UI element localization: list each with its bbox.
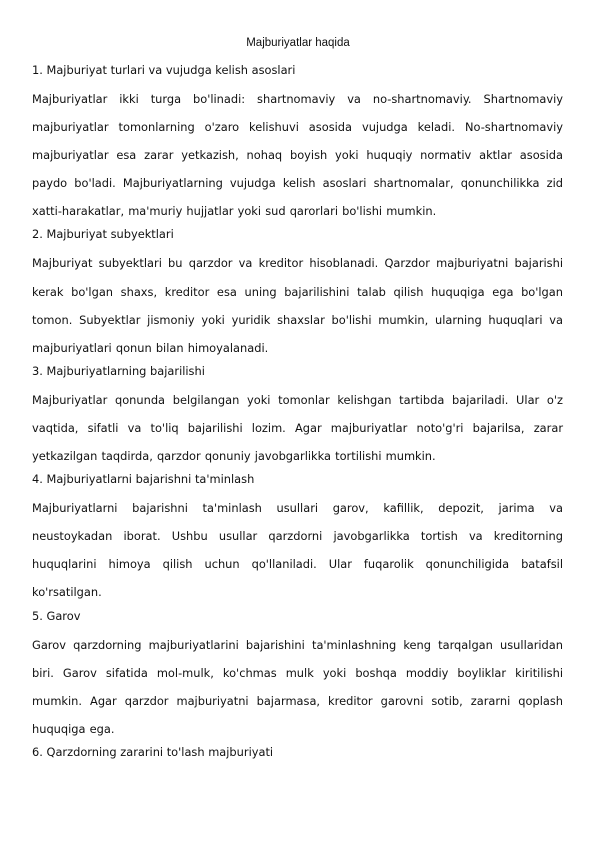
section-6 <box>32 743 563 762</box>
section-5 <box>32 607 563 743</box>
section-3 <box>32 362 563 470</box>
section-1 <box>32 61 563 225</box>
section-paragraph: Majburiyat subyektlari bu qarzdor va kreditor hisoblanadi. Qarzdor majburiyatni bajarishi kerak bo'lgan shaxs, kreditor esa uning bajarilishini talab qilish huquqiga ega bo'lgan tomon. Subyektlar jismoniy yoki yuridik shaxslar bo'lishi mumkin, ularning huquqlari va majburiyatlari qonun bilan himoyalanadi. <box>32 256 563 355</box>
section-2 <box>32 225 563 361</box>
document-title: Majburiyatlar haqida <box>246 37 350 49</box>
section-heading: 4. Majburiyatlarni bajarishni ta'minlash <box>32 472 255 487</box>
section-paragraph: Garov qarzdorning majburiyatlarini bajarishini ta'minlashning keng tarqalgan usullaridan biri. Garov sifatida mol-mulk, ko'chmas mulk yoki boshqa moddiy boyliklar kiritilishi mumkin. Agar qarzdor majburiyatni bajarmasa, kreditor garovni sotib, zararni qoplash huquqiga ega. <box>32 637 563 736</box>
section-paragraph: Majburiyatlarni bajarishni ta'minlash usullari garov, kafillik, depozit, jarima va neustoykadan iborat. Ushbu usullar qarzdorni javobgarlikka tortish va kreditorning huquqlarini himoya qilish uchun qo'llaniladi. Ular fuqarolik qonunchiligida batafsil ko'rsatilgan. <box>32 501 563 600</box>
section-heading: 3. Majburiyatlarning bajarilishi <box>32 363 205 378</box>
section-heading: 2. Majburiyat subyektlari <box>32 227 174 242</box>
section-paragraph: Majburiyatlar ikki turga bo'linadi: shartnomaviy va no-shartnomaviy. Shartnomaviy majburiyatlar tomonlarning o'zaro kelishuvi asosida vujudga keladi. No-shartnomaviy majburiyatlar esa zarar yetkazish, nohaq boyish yoki huquqiy normativ aktlar asosida paydo bo'ladi. Majburiyatlarning vujudga kelish asoslari shartnomalar, qonunchilikka zid xatti-harakatlar, ma'muriy hujjatlar yoki sud qarorlari bo'lishi mumkin. <box>32 92 563 219</box>
section-4 <box>32 470 563 606</box>
section-paragraph: Majburiyatlar qonunda belgilangan yoki tomonlar kelishgan tartibda bajariladi. Ular o'z vaqtida, sifatli va to'liq bajarilishi lozim. Agar majburiyatlar noto'g'ri bajarilsa, zarar yetkazilgan taqdirda, qarzdor qonuniy javobgarlikka tortilishi mumkin. <box>32 392 563 464</box>
section-heading: 5. Garov <box>32 608 81 623</box>
section-heading: 6. Qarzdorning zararini to'lash majburiyati <box>32 744 274 759</box>
document-body <box>32 61 563 771</box>
section-heading: 1. Majburiyat turlari va vujudga kelish asoslari <box>32 63 296 77</box>
